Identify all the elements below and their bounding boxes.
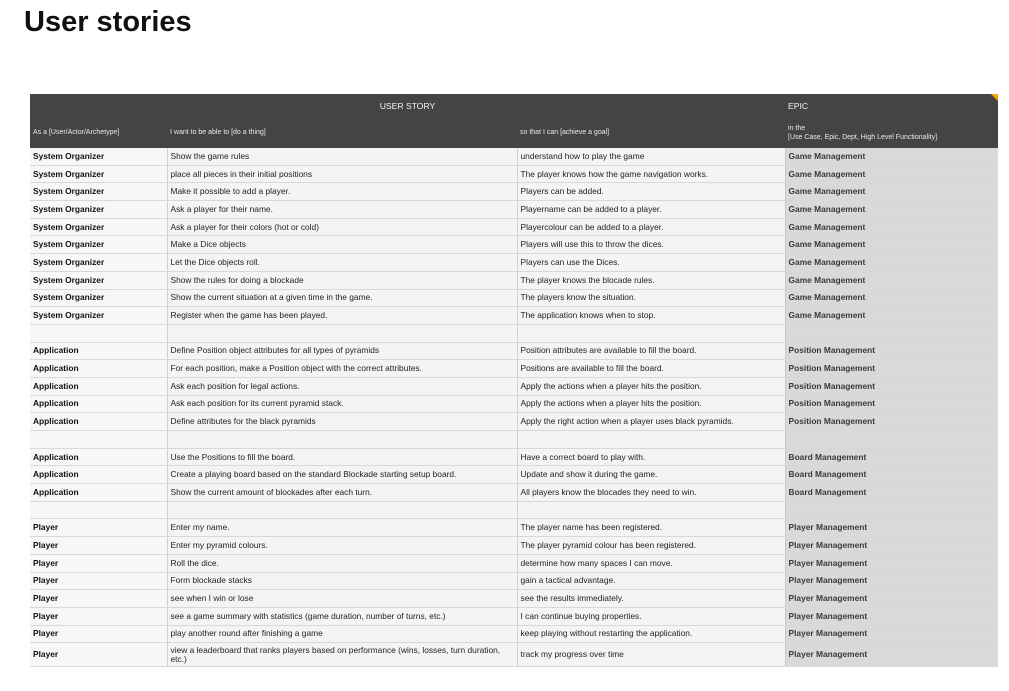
cell-want[interactable]: Show the game rules (167, 148, 517, 165)
cell-actor[interactable]: Application (30, 377, 167, 395)
cell-epic[interactable]: Position Management (785, 342, 998, 360)
table-row (30, 377, 998, 395)
table-row (30, 183, 998, 201)
table-row (30, 643, 998, 667)
table-row (30, 519, 998, 537)
cell-actor[interactable]: Player (30, 643, 167, 667)
cell-goal[interactable]: The player knows how the game navigation works. (517, 165, 785, 183)
column-header-goal-label: so that I can [achieve a goal] (520, 129, 610, 136)
cell-want[interactable]: Ask each position for its current pyramid stack. (167, 395, 517, 413)
cell-actor[interactable]: Player (30, 519, 167, 537)
cell-want[interactable]: Make it possible to add a player. (167, 183, 517, 201)
cell-epic[interactable]: Position Management (785, 360, 998, 378)
cell-goal[interactable] (517, 501, 785, 519)
cell-goal[interactable]: understand how to play the game (517, 148, 785, 165)
column-header-epic-line2: [Use Case, Epic, Dept, High Level Functionality] (788, 133, 938, 141)
cell-goal[interactable]: The player knows the blocade rules. (517, 271, 785, 289)
cell-epic[interactable] (785, 501, 998, 519)
cell-goal[interactable]: The application knows when to stop. (517, 307, 785, 325)
table-row (30, 360, 998, 378)
column-header-row (30, 117, 998, 148)
cell-goal[interactable]: Players can use the Dices. (517, 254, 785, 272)
cell-epic[interactable]: Player Management (785, 607, 998, 625)
table-row (30, 625, 998, 643)
cell-want[interactable]: Form blockade stacks (167, 572, 517, 590)
cell-goal[interactable]: Update and show it during the game. (517, 466, 785, 484)
cell-actor[interactable]: System Organizer (30, 254, 167, 272)
cell-actor[interactable]: System Organizer (30, 148, 167, 165)
cell-goal[interactable]: Players will use this to throw the dices. (517, 236, 785, 254)
cell-epic[interactable]: Player Management (785, 519, 998, 537)
epic-header (785, 94, 998, 117)
cell-epic[interactable]: Board Management (785, 484, 998, 502)
table-row (30, 413, 998, 431)
cell-goal[interactable]: All players know the blocades they need to win. (517, 484, 785, 502)
cell-actor[interactable]: System Organizer (30, 183, 167, 201)
cell-want[interactable]: Show the rules for doing a blockade (167, 271, 517, 289)
cell-actor[interactable]: Player (30, 625, 167, 643)
cell-goal[interactable]: The players know the situation. (517, 289, 785, 307)
cell-want[interactable]: Ask a player for their name. (167, 201, 517, 219)
cell-goal[interactable]: Playername can be added to a player. (517, 201, 785, 219)
cell-want[interactable]: see a game summary with statistics (game duration, number of turns, etc.) (167, 607, 517, 625)
table-row (30, 289, 998, 307)
cell-actor[interactable]: System Organizer (30, 271, 167, 289)
cell-want[interactable] (167, 324, 517, 342)
table-row (30, 572, 998, 590)
cell-want[interactable]: Register when the game has been played. (167, 307, 517, 325)
cell-want[interactable]: Define Position object attributes for all types of pyramids (167, 342, 517, 360)
cell-epic[interactable]: Game Management (785, 201, 998, 219)
cell-want[interactable]: Create a playing board based on the standard Blockade starting setup board. (167, 466, 517, 484)
cell-want[interactable]: Define attributes for the black pyramids (167, 413, 517, 431)
user-story-header: USER STORY (30, 94, 785, 117)
table-row (30, 165, 998, 183)
column-header-goal (517, 117, 785, 148)
cell-actor[interactable] (30, 324, 167, 342)
table-row (30, 466, 998, 484)
cell-goal[interactable]: Playercolour can be added to a player. (517, 218, 785, 236)
cell-epic[interactable]: Position Management (785, 395, 998, 413)
table-row (30, 254, 998, 272)
comment-marker-icon (991, 94, 998, 101)
table-row (30, 307, 998, 325)
cell-epic[interactable]: Player Management (785, 625, 998, 643)
cell-actor[interactable]: Application (30, 342, 167, 360)
cell-epic[interactable]: Game Management (785, 254, 998, 272)
cell-epic[interactable] (785, 324, 998, 342)
cell-actor[interactable]: System Organizer (30, 201, 167, 219)
cell-want[interactable] (167, 431, 517, 449)
cell-epic[interactable]: Game Management (785, 218, 998, 236)
column-header-epic (785, 117, 998, 148)
table-row (30, 590, 998, 608)
cell-want[interactable]: place all pieces in their initial positions (167, 165, 517, 183)
cell-goal[interactable]: determine how many spaces I can move. (517, 554, 785, 572)
cell-epic[interactable]: Board Management (785, 448, 998, 466)
cell-goal[interactable]: Position attributes are available to fill the board. (517, 342, 785, 360)
cell-epic[interactable] (785, 431, 998, 449)
cell-actor[interactable]: Player (30, 607, 167, 625)
spacer-row (30, 431, 998, 449)
table-row (30, 484, 998, 502)
cell-goal[interactable]: keep playing without restarting the application. (517, 625, 785, 643)
cell-actor[interactable]: Application (30, 448, 167, 466)
cell-goal[interactable]: Apply the actions when a player hits the position. (517, 395, 785, 413)
cell-actor[interactable]: Player (30, 590, 167, 608)
cell-epic[interactable]: Board Management (785, 466, 998, 484)
spacer-row (30, 324, 998, 342)
cell-goal[interactable]: Players can be added. (517, 183, 785, 201)
cell-want[interactable]: Enter my name. (167, 519, 517, 537)
table-row (30, 448, 998, 466)
cell-epic[interactable]: Game Management (785, 165, 998, 183)
table-row (30, 218, 998, 236)
cell-want[interactable]: see when I win or lose (167, 590, 517, 608)
column-header-epic-line1: in the (788, 124, 806, 132)
cell-goal[interactable]: Positions are available to fill the board. (517, 360, 785, 378)
cell-goal[interactable]: see the results immediately. (517, 590, 785, 608)
cell-epic[interactable]: Game Management (785, 236, 998, 254)
cell-epic[interactable]: Player Management (785, 554, 998, 572)
cell-actor[interactable]: System Organizer (30, 218, 167, 236)
cell-actor[interactable]: Player (30, 554, 167, 572)
cell-epic[interactable]: Game Management (785, 148, 998, 165)
table-row (30, 607, 998, 625)
cell-goal[interactable]: gain a tactical advantage. (517, 572, 785, 590)
cell-want[interactable]: play another round after finishing a game (167, 625, 517, 643)
user-stories-table (30, 94, 998, 667)
cell-actor[interactable]: System Organizer (30, 307, 167, 325)
cell-epic[interactable]: Game Management (785, 307, 998, 325)
table-row (30, 271, 998, 289)
table-row (30, 342, 998, 360)
cell-epic[interactable]: Player Management (785, 643, 998, 667)
cell-epic[interactable]: Game Management (785, 271, 998, 289)
cell-want[interactable] (167, 501, 517, 519)
cell-actor[interactable]: Player (30, 537, 167, 555)
cell-want[interactable]: Show the current amount of blockades after each turn. (167, 484, 517, 502)
table-row (30, 201, 998, 219)
column-header-actor: As a [User/Actor/Archetype] (30, 117, 167, 148)
cell-actor[interactable]: System Organizer (30, 236, 167, 254)
spacer-row (30, 501, 998, 519)
cell-epic[interactable]: Player Management (785, 572, 998, 590)
cell-epic[interactable]: Player Management (785, 590, 998, 608)
cell-want[interactable]: Ask each position for legal actions. (167, 377, 517, 395)
cell-want[interactable]: Use the Positions to fill the board. (167, 448, 517, 466)
cell-goal[interactable] (517, 324, 785, 342)
cell-epic[interactable]: Game Management (785, 289, 998, 307)
cell-want[interactable]: For each position, make a Position object with the correct attributes. (167, 360, 517, 378)
cell-actor[interactable]: Application (30, 413, 167, 431)
cell-epic[interactable]: Position Management (785, 413, 998, 431)
cell-actor[interactable]: Application (30, 360, 167, 378)
cell-epic[interactable]: Game Management (785, 183, 998, 201)
cell-goal[interactable] (517, 431, 785, 449)
cell-want[interactable]: Ask a player for their colors (hot or cold) (167, 218, 517, 236)
cell-goal[interactable]: track my progress over time (517, 643, 785, 667)
header-group-row (30, 94, 998, 117)
cell-epic[interactable]: Player Management (785, 537, 998, 555)
cell-want[interactable]: Enter my pyramid colours. (167, 537, 517, 555)
table-row (30, 395, 998, 413)
table-row (30, 236, 998, 254)
epic-header-label: EPIC (788, 100, 809, 111)
cell-actor[interactable]: Application (30, 484, 167, 502)
cell-actor[interactable] (30, 501, 167, 519)
cell-epic[interactable]: Position Management (785, 377, 998, 395)
cell-goal[interactable]: The player pyramid colour has been registered. (517, 537, 785, 555)
cell-goal[interactable]: Have a correct board to play with. (517, 448, 785, 466)
table-row (30, 148, 998, 165)
cell-actor[interactable] (30, 431, 167, 449)
cell-want[interactable]: Roll the dice. (167, 554, 517, 572)
cell-actor[interactable]: Application (30, 395, 167, 413)
cell-goal[interactable]: Apply the right action when a player uses black pyramids. (517, 413, 785, 431)
cell-actor[interactable]: Application (30, 466, 167, 484)
column-header-want: I want to be able to [do a thing] (167, 117, 517, 148)
cell-actor[interactable]: Player (30, 572, 167, 590)
cell-goal[interactable]: The player name has been registered. (517, 519, 785, 537)
cell-want[interactable]: Make a Dice objects (167, 236, 517, 254)
cell-want[interactable]: view a leaderboard that ranks players based on performance (wins, losses, turn duration, etc.) (167, 643, 517, 667)
table-row (30, 554, 998, 572)
cell-goal[interactable]: I can continue buying properties. (517, 607, 785, 625)
page-title: User stories (24, 6, 192, 38)
table-row (30, 537, 998, 555)
cell-actor[interactable]: System Organizer (30, 289, 167, 307)
cell-goal[interactable]: Apply the actions when a player hits the position. (517, 377, 785, 395)
cell-actor[interactable]: System Organizer (30, 165, 167, 183)
cell-want[interactable]: Show the current situation at a given time in the game. (167, 289, 517, 307)
cell-want[interactable]: Let the Dice objects roll. (167, 254, 517, 272)
